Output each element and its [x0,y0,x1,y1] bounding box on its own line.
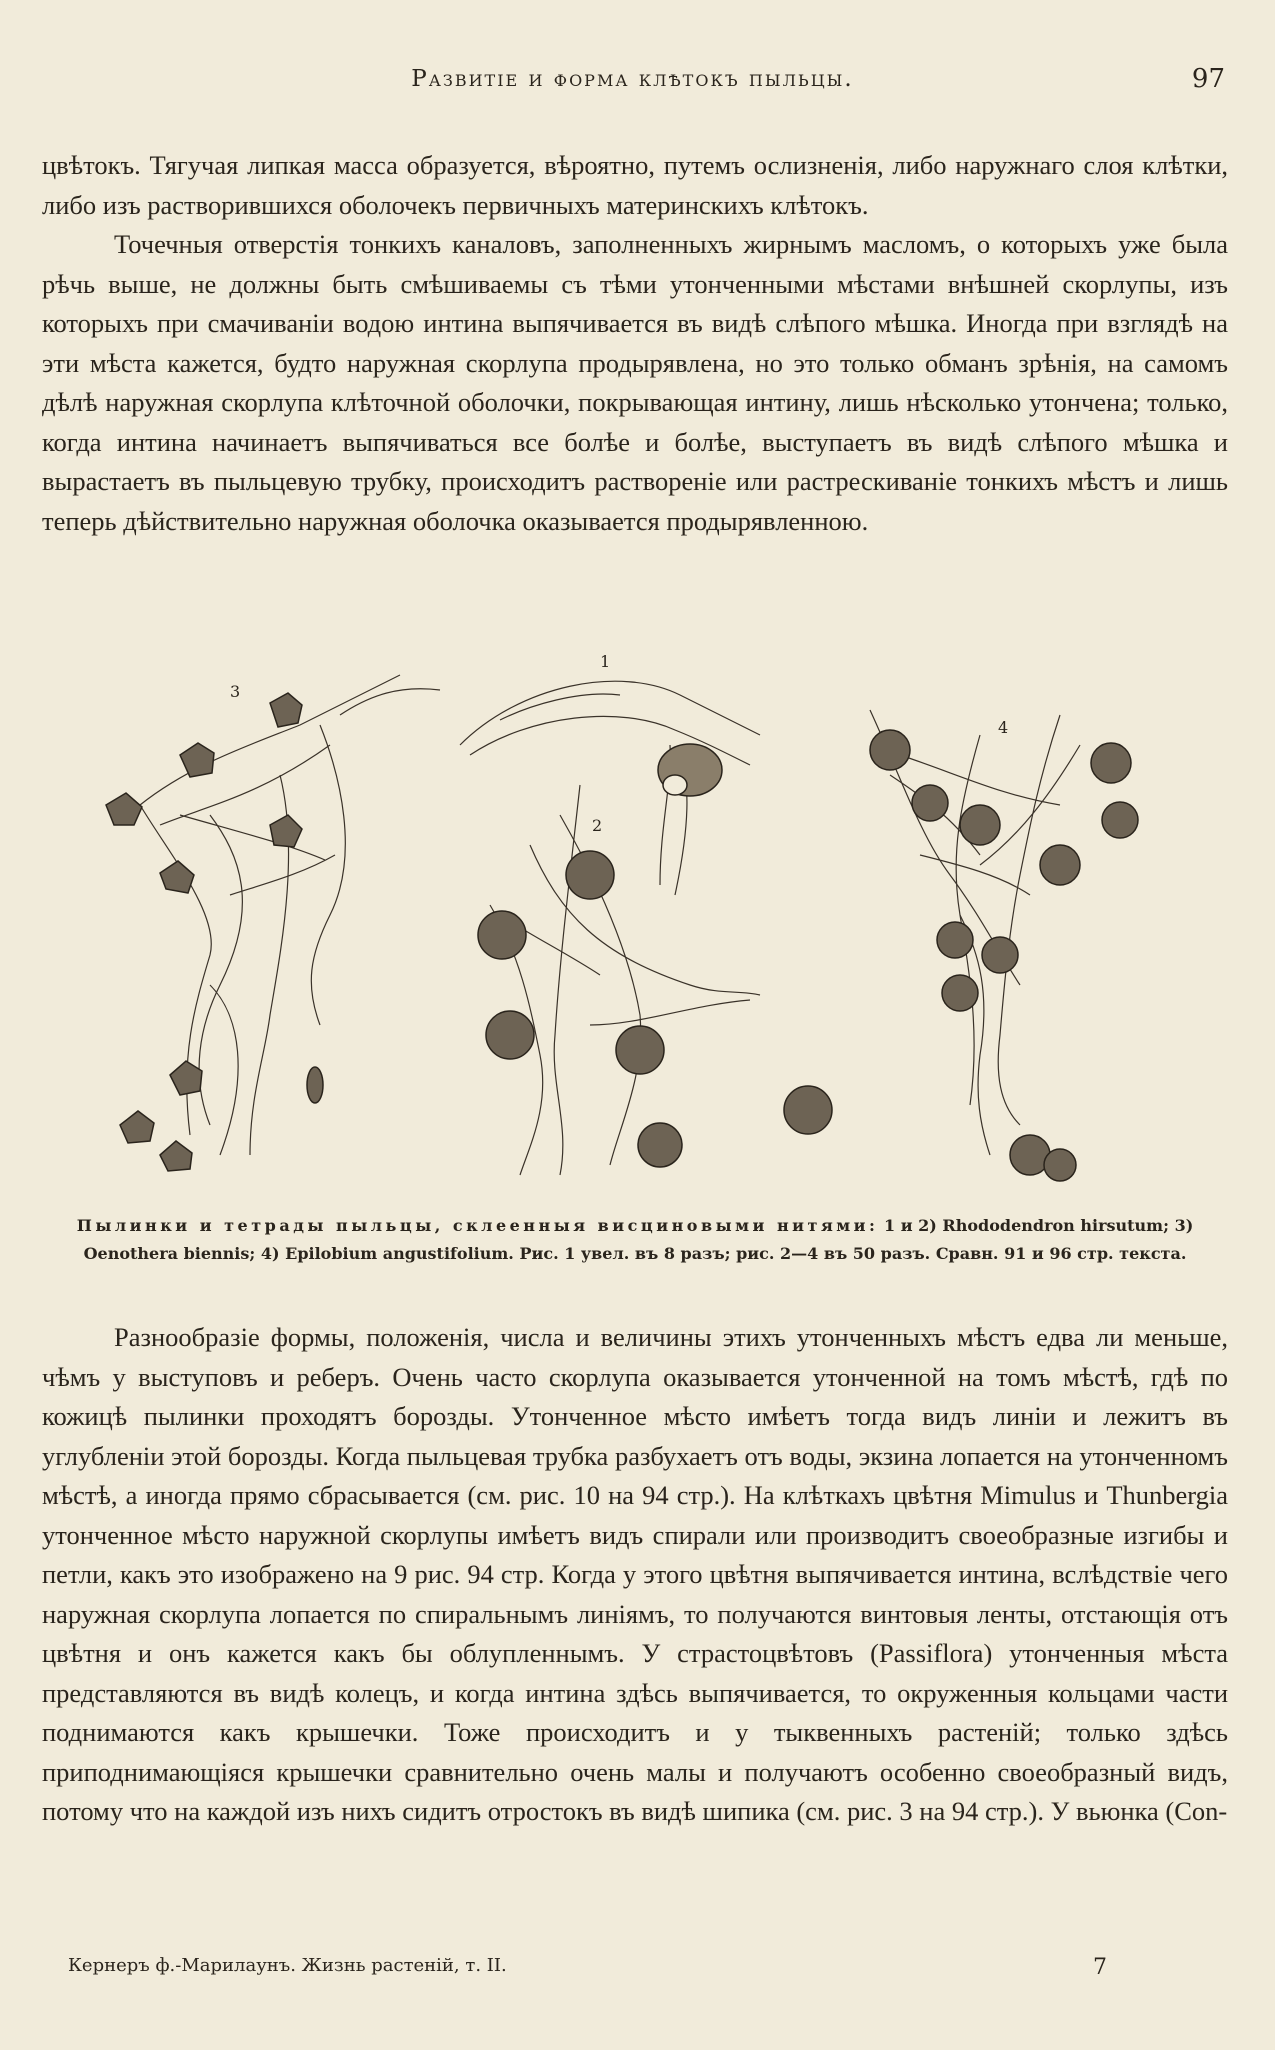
pollen-drawing [100,655,1240,1185]
page-footer [68,1955,1208,1985]
figure-label-2: 2 [592,816,603,835]
figure-label-4: 4 [998,718,1009,737]
caption-text: 1 и 2) Rhododendron hirsutum; 3) Oenothera biennis; 4) Epilobium angustifolium. Рис. 1 увел. въ 8 разъ; рис. 2—4 въ 50 разъ. Сравн. 91 и 96 стр. текста. [83,1216,1194,1263]
paragraph: цвѣтокъ. Тягучая липкая масса образуется, вѣроятно, путемъ ослизненія, либо наружнаго слоя клѣтки, либо изъ растворившихся оболочекъ первичныхъ материнскихъ клѣтокъ. [42,150,1228,220]
paragraph: Точечныя отверстія тонкихъ каналовъ, заполненныхъ жирнымъ масломъ, о которыхъ уже была рѣчь выше, не должны быть смѣшиваемы съ тѣми утонченными мѣстами внѣшней скорлупы, изъ которыхъ при смачиваніи водою интина выпячивается въ видѣ слѣпого мѣшка. Иногда при взглядѣ на эти мѣста кажется, будто наружная скорлупа продырявлена, но это только обманъ зрѣнія, на самомъ дѣлѣ наружная скорлупа клѣточной оболочки, покрывающая интину, лишь нѣсколько утончена; только, когда интина начинаетъ выпячиваться все болѣе и болѣе, выступаетъ въ видѣ слѣпого мѣшка и вырастаетъ въ пыльцевую трубку, происходитъ раствореніе или растрескиваніе тонкихъ мѣстъ и лишь теперь дѣйствительно наружная оболочка оказывается продырявленною. [42,229,1228,536]
running-head [40,62,1225,102]
signature-mark: 7 [1093,1955,1107,1980]
figure-caption [42,1212,1228,1268]
pollen-illustration [100,655,1240,1185]
body-text-bottom [42,1318,1228,1832]
page-number: 97 [1191,64,1225,94]
paragraph: Разнообразіе формы, положенія, числа и величины этихъ утонченныхъ мѣстъ едва ли меньше, чѣмъ у выступовъ и реберъ. Очень часто скорлупа оказывается утонченной на томъ мѣстѣ, гдѣ по кожицѣ пылинки проходятъ борозды. Утонченное мѣсто имѣетъ тогда видъ линіи и лежитъ въ углубленіи этой борозды. Когда пыльцевая трубка разбухаетъ отъ воды, экзина лопается на утонченномъ мѣстѣ, а иногда прямо сбрасывается (см. рис. 10 на 94 стр.). На клѣткахъ цвѣтня Mimulus и Thunbergia утонченное мѣсто наружной скорлупы имѣетъ видъ спирали или производитъ своеобразные изгибы и петли, какъ это изображено на 9 рис. 94 стр. Когда у этого цвѣтня выпячивается интина, вслѣдствіе чего наружная скорлупа лопается по спиральнымъ линіямъ, то получаются винтовыя ленты, отстающія отъ цвѣтня и онъ кажется какъ бы облупленнымъ. У страстоцвѣтовъ (Passiflora) утонченныя мѣста представляются въ видѣ колецъ, и когда интина здѣсь выпячивается, то окруженныя кольцами части поднимаются какъ крышечки. Тоже происходитъ и у тыквенныхъ растеній; только здѣсь приподнимающіяся крышечки сравнительно очень малы и получаютъ особенно своеобразный видъ, потому что на каждой изъ нихъ сидитъ отростокъ въ видѣ шипика (см. рис. 3 на 94 стр.). У вьюнка (Con- [42,1322,1228,1826]
figure-label-1: 1 [600,655,611,671]
footer-citation: Кернеръ ф.-Марилаунъ. Жизнь растеній, т. II. [68,1955,507,1976]
figure-label-3: 3 [230,682,241,701]
body-text-top [42,146,1228,541]
caption-title: Пылинки и тетрады пыльцы, склеенныя висциновыми нитями: [76,1216,879,1235]
running-title: Развитіе и форма клѣтокъ пыльцы. [411,66,854,92]
